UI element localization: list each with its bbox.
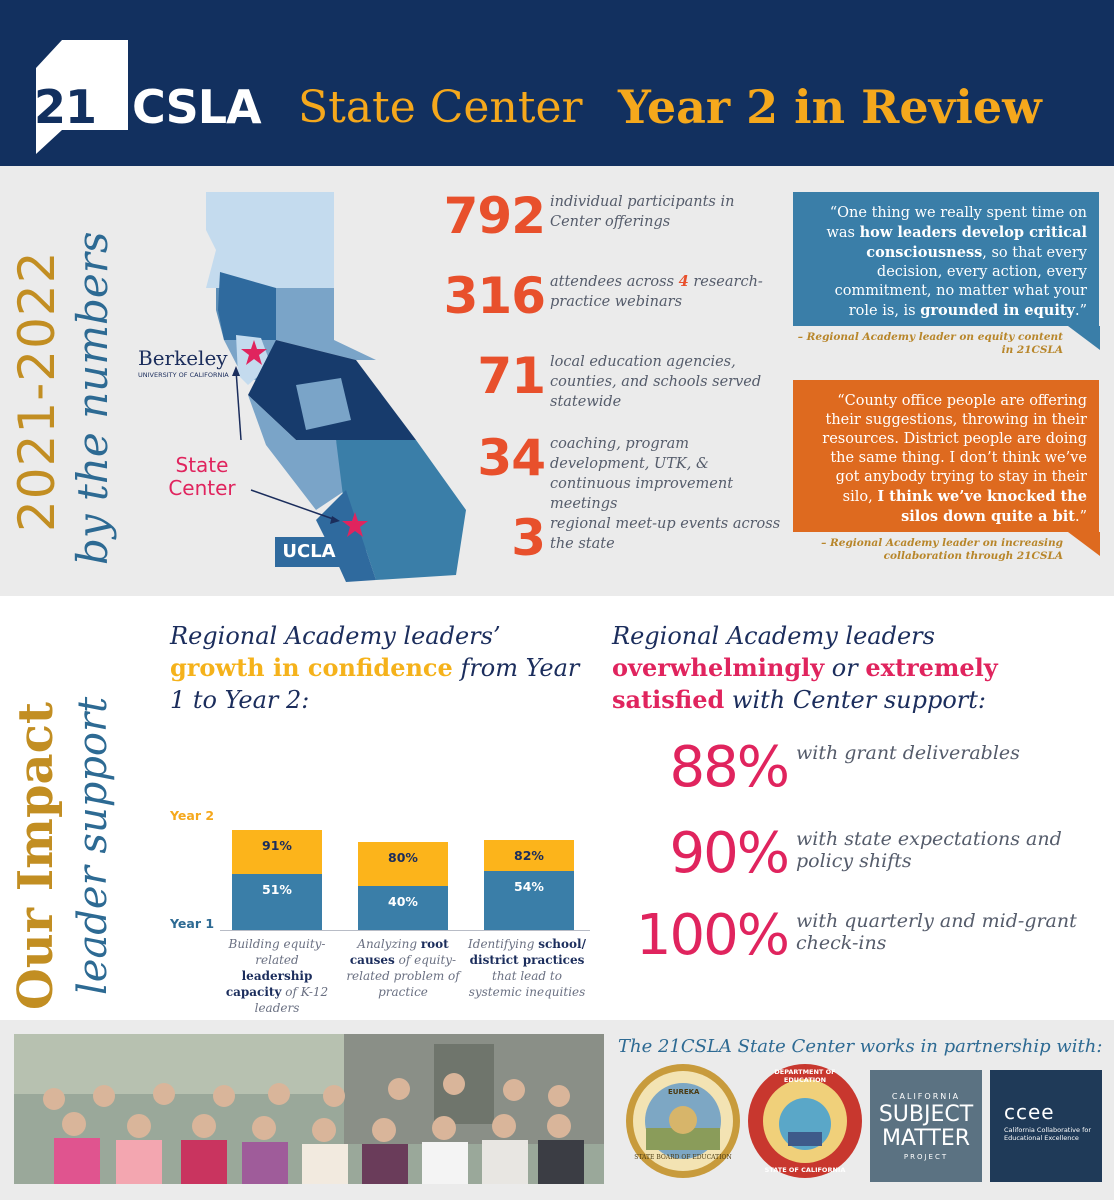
- title-state-center: State Center: [298, 82, 583, 133]
- bar-label-year-1: 51%: [262, 881, 292, 897]
- logo-csla: CSLA: [132, 80, 261, 134]
- title-year-review: Year 2 in Review: [618, 80, 1042, 134]
- legend-year-2: Year 2: [170, 808, 215, 823]
- chart-baseline: [220, 930, 590, 931]
- bar-label-year-1: 54%: [514, 878, 544, 894]
- vertical-title-years: 2021-2022: [8, 250, 66, 532]
- bar-label-year-1: 40%: [388, 894, 418, 909]
- smp-main-2: MATTER: [882, 1126, 970, 1151]
- subject-matter-project-logo: [870, 1070, 982, 1182]
- berkeley-sub-label: UNIVERSITY OF CALIFORNIA: [138, 371, 229, 379]
- satisfaction-heading: Regional Academy leaders overwhelmingly or extremely satisfied with Center support:: [612, 622, 998, 714]
- state-board-seal-icon: [624, 1062, 742, 1180]
- quote-collaboration: “County office people are offering their suggestions, throwing in their resources. District people are doing the same thing. I don’t think we’ve got anybody trying to stay in their silo, I think we’ve knocked the silos down quite a bit.”: [793, 380, 1099, 532]
- stat-description: coaching, program development, UTK, & continuous improvement meetings: [550, 436, 734, 512]
- stat-meetups: [420, 509, 781, 572]
- bar-label-year-2: 91%: [262, 837, 292, 853]
- seal-motto: EUREKA: [668, 1088, 700, 1096]
- vertical-title-numbers: by the numbers: [68, 231, 117, 565]
- stat-number: 3: [511, 509, 545, 567]
- ccee-wordmark: ccee: [1004, 1100, 1055, 1124]
- partner-heading: The 21CSLA State Center works in partnership with:: [618, 1036, 1103, 1057]
- smp-top: CALIFORNIA: [891, 1092, 961, 1101]
- stat-agencies: [420, 347, 780, 410]
- berkeley-label: Berkeley: [138, 346, 228, 370]
- bar-label-year-2: 80%: [388, 850, 418, 865]
- satisfaction-description: with grant deliverables: [796, 742, 1020, 764]
- stat-meetings: [420, 429, 780, 512]
- chart-heading: Regional Academy leaders’ growth in confidence from Year 1 to Year 2:: [170, 622, 580, 714]
- ccee-logo: [990, 1070, 1102, 1182]
- header-banner: [0, 0, 1114, 166]
- satisfaction-percent: 88%: [669, 735, 788, 800]
- stat-number: 71: [477, 347, 545, 405]
- bar-label-year-2: 82%: [514, 847, 544, 863]
- stat-webinars: [420, 267, 780, 330]
- logo-number: 21: [34, 80, 97, 134]
- legend-year-1: Year 1: [170, 916, 215, 931]
- smp-main-1: SUBJECT: [878, 1102, 974, 1127]
- seal-text: STATE BOARD OF EDUCATION: [634, 1154, 732, 1161]
- stat-number: 316: [443, 267, 545, 325]
- vertical-title-support: leader support: [70, 696, 116, 995]
- category-label: Analyzing root causes of equity-related problem of practice: [346, 937, 460, 999]
- quote-attribution: – Regional Academy leader on equity content in 21CSLA: [797, 331, 1063, 356]
- seal-top-text: DEPARTMENT OF EDUCATION: [774, 1068, 836, 1084]
- quote-tail: [1068, 532, 1100, 556]
- category-label: Building equity-related leadership capacity of K-12 leaders: [225, 937, 329, 1015]
- ucla-label: UCLA: [275, 537, 343, 567]
- team-photo: [14, 1034, 604, 1184]
- satisfaction-percent: 90%: [669, 821, 788, 886]
- vertical-title-impact: Our Impact: [8, 701, 64, 1010]
- stat-description: individual participants in Center offerings: [550, 194, 735, 230]
- category-label: Identifying school/ district practices that lead to systemic inequities: [468, 937, 586, 999]
- stat-description: attendees across 4 research-practice webinars: [550, 273, 763, 310]
- department-of-education-seal-icon: [746, 1062, 864, 1180]
- state-center-label: State Center: [168, 453, 236, 500]
- stat-description: local education agencies, counties, and schools served statewide: [550, 354, 762, 410]
- stat-participants: [420, 187, 780, 250]
- seal-bottom-text: STATE OF CALIFORNIA: [764, 1166, 846, 1174]
- quote-equity: “One thing we really spent time on was how leaders develop critical consciousness, so that every decision, every action, every commitment, no matter what your role is, is grounded in equity.”: [793, 192, 1099, 326]
- satisfaction-description: with state expectations and policy shifts: [796, 828, 1062, 872]
- stat-number: 792: [443, 187, 545, 245]
- stat-description: regional meet-up events across the state: [550, 516, 781, 552]
- satisfaction-description: with quarterly and mid-grant check-ins: [796, 910, 1077, 954]
- smp-bottom: PROJECT: [903, 1153, 949, 1161]
- satisfaction-percent: 100%: [635, 903, 788, 968]
- quote-tail: [1068, 326, 1100, 350]
- ccee-subtitle: California Collaborative for Educational Excellence: [1004, 1126, 1092, 1142]
- stat-number: 34: [477, 429, 545, 487]
- quote-attribution: – Regional Academy leader on increasing collaboration through 21CSLA: [821, 537, 1063, 562]
